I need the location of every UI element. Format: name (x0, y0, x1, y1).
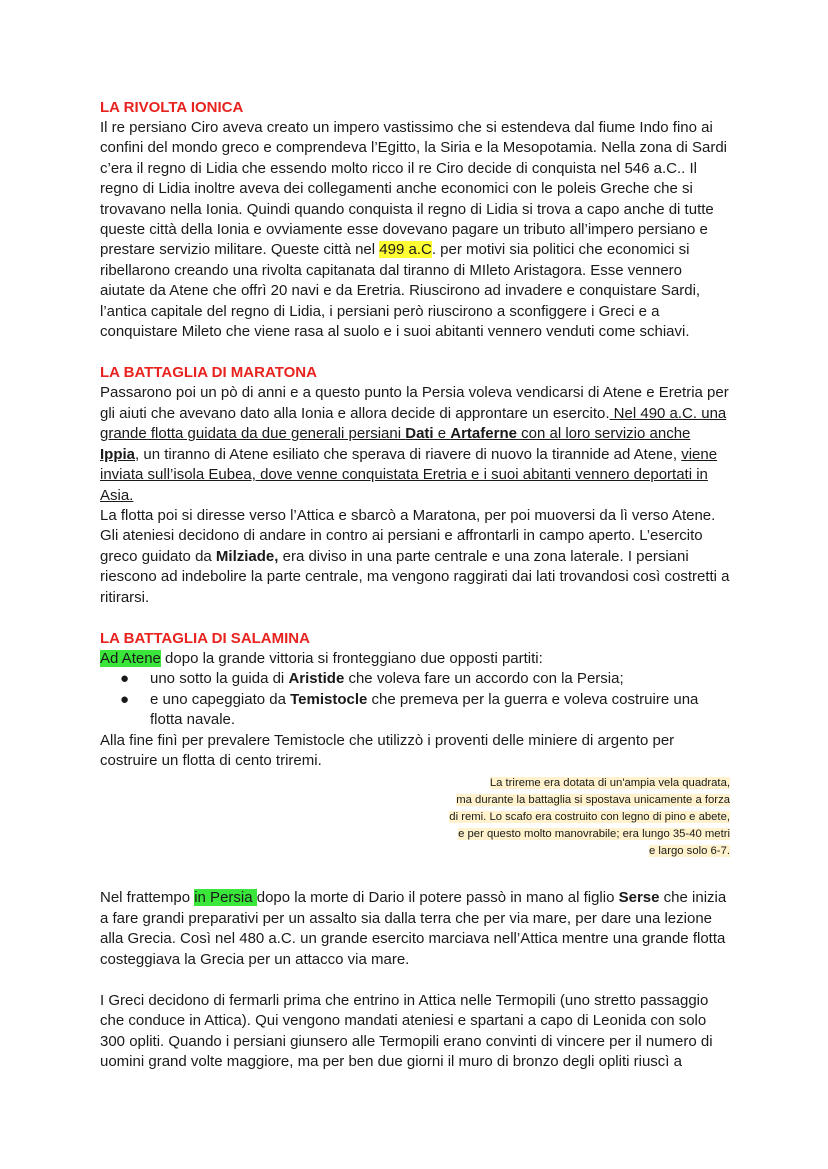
bold-name-serse: Serse (618, 889, 660, 907)
list-item (120, 669, 730, 689)
bold-name-artaferne: Artaferne (450, 425, 517, 443)
bold-name-temistocle: Temistocle (290, 690, 368, 708)
bold-name-dati: Dati (405, 425, 434, 443)
text-run: era diviso in una parte centrale e una zona laterale. I persiani riescono ad indebolire la parte centrale, ma vengono raggirati dai lati trovandosi così costretti a ritirarsi. (100, 547, 730, 606)
text-run: La flotta poi si diresse verso l’Attica e sbarcò a Maratona, per poi muoversi da lì verso Atene. Gli ateniesi decidono di andare in contro ai persiani e affrontarli in campo aperto. L’esercito greco guidato da (100, 506, 716, 565)
text-run: . per motivi sia politici che economici si ribellarono creando una rivolta capitanata dal tiranno di MIleto Aristagora. Esse vennero aiutate da Atene che offrì 20 navi e da Eretria. Riuscirono ad invadere e conquistare Sardi, l’antica capitale del regno di Lidia, i persiani però riuscirono a sconfiggere i Greci e a conquistare Mileto che viene rasa al suolo e i suoi abitanti vennero venduti come schiavi. (100, 241, 701, 341)
spacer (100, 860, 730, 888)
section-title-salamina: LA BATTAGLIA DI SALAMINA (100, 629, 310, 647)
section-title-rivolta-ionica: LA RIVOLTA IONICA (100, 99, 244, 116)
parties-list (100, 669, 730, 730)
paragraph-rivolta-ionica (100, 118, 730, 342)
text-run: uno sotto la guida di (150, 670, 289, 688)
underlined-text: viene inviata sull’isola Eubea, dove venne conquistata Eretria e i suoi abitanti vennero deportati in Asia. (100, 445, 718, 504)
document-page (100, 98, 730, 1073)
spacer (100, 342, 730, 363)
paragraph-serse (100, 888, 730, 970)
note-line: ma durante la battaglia si spostava unicamente a forza (456, 794, 730, 807)
paragraph-maratona-1 (100, 383, 730, 505)
list-item (120, 690, 730, 731)
text-run: , un tiranno di Atene esiliato che sperava di riavere di nuovo la tirannide ad Atene, (135, 445, 682, 463)
text-run: dopo la grande vittoria si fronteggiano due opposti partiti: (160, 649, 543, 667)
highlighted-place: Ad Atene (100, 649, 161, 667)
bold-name-aristide: Aristide (288, 670, 345, 688)
text-run: Il re persiano Ciro aveva creato un impero vastissimo che si estendeva dal fiume Indo fino ai confini del mondo greco e comprendeva l’Egitto, la Siria e la Mesopotamia. Nella zona di Sardi c’era il regno di Lidia che essendo molto ricco il re Ciro decide di conquista nel 546 a.C.. Il regno di Lidia inoltre aveva dei collegamenti anche economici con le poleis Greche che si trovavano nella Ionia. Quindi quando conquista il regno di Lidia si trova a capo anche di tutte queste città della Ionia e ovviamente esse dovevano pagare un tributo all’impero persiano e prestare servizio militare. Queste città nel (100, 119, 728, 259)
bold-name-ippia: Ippia (100, 445, 136, 463)
text-run: Nel frattempo (100, 889, 195, 907)
underlined-text: con al loro servizio anche (516, 425, 691, 443)
text-run: Passarono poi un pò di anni e a questo punto la Persia voleva vendicarsi di Atene e Eretria per gli aiuti che avevano dato alla Ionia e allora decide di approntare un esercito. (100, 384, 729, 422)
underlined-text: e (433, 425, 451, 443)
paragraph-salamina-flotta: Alla fine finì per prevalere Temistocle che utilizzò i proventi delle miniere di argento per costruire un flotta di cento triremi. (100, 731, 675, 769)
note-line: e largo solo 6-7. (648, 845, 730, 858)
bullet-icon: ● (120, 670, 130, 688)
spacer (100, 970, 730, 991)
section-title-maratona: LA BATTAGLIA DI MARATONA (100, 364, 317, 382)
text-run: che premeva per la guerra e voleva costruire una flotta navale. (150, 690, 699, 729)
note-line: e per questo molto manovrabile; era lungo 35-40 metri (458, 828, 730, 841)
note-line: La trireme era dotata di un'ampia vela quadrata, (489, 777, 730, 790)
underlined-text: Nel 490 a.C. una grande flotta guidata da due generali persiani (100, 404, 727, 443)
highlighted-date: 499 a.C (379, 241, 432, 259)
text-run: dopo la morte di Dario il potere passò in mano al figlio (256, 889, 619, 907)
spacer (100, 608, 730, 629)
highlighted-place: in Persia (194, 889, 257, 907)
paragraph-termopili: I Greci decidono di fermarli prima che entrino in Attica nelle Termopili (uno stretto passaggio che conduce in Attica). Qui vengono mandati ateniesi e spartani a capo di Leonida con solo 300 opliti. Quando i persiani giunsero alle Termopili erano convinti di vincere per il numero di uomini grand volte maggiore, ma per ben due giorni il muro di bronzo degli opliti riuscì a (100, 992, 713, 1071)
bold-name-milziade: Milziade, (215, 547, 279, 565)
note-line: di remi. Lo scafo era costruito con legno di pino e abete, (449, 811, 730, 824)
bullet-icon: ● (120, 690, 130, 708)
text-run: che inizia a fare grandi preparativi per un assalto sia dalla terra che per via mare, per dare una lezione alla Grecia. Così nel 480 a.C. un grande esercito marciava nell’Attica mentre una grande flotta costeggiava la Grecia per un attacco via mare. (100, 889, 727, 968)
paragraph-maratona-2 (100, 506, 730, 608)
text-run: che voleva fare un accordo con la Persia; (344, 670, 624, 688)
paragraph-salamina-intro (100, 649, 730, 669)
text-run: e uno capeggiato da (150, 690, 291, 708)
trireme-note (413, 775, 730, 860)
